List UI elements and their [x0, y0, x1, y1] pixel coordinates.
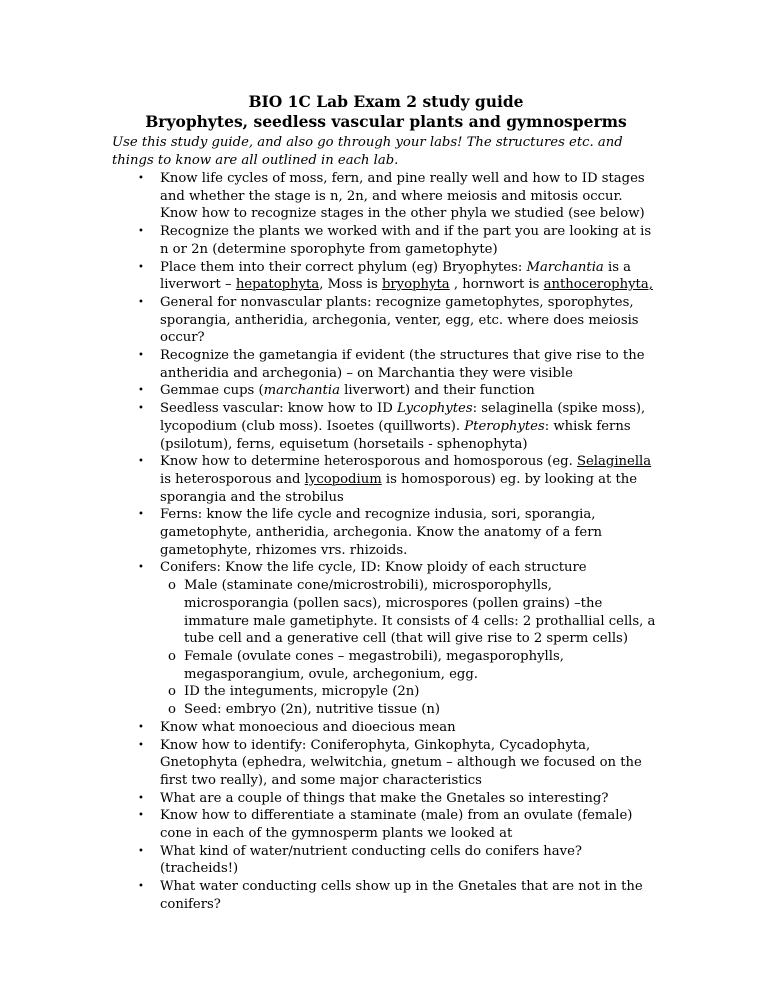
list-item — [112, 259, 660, 294]
bullet-icon: • — [138, 350, 144, 362]
list-item-text: What kind of water/nutrient conducting cells do conifers have? (tracheids!) — [160, 843, 582, 877]
text-segment: Seedless vascular: know how to ID — [160, 401, 398, 417]
title-line-2: Bryophytes, seedless vascular plants and gymnosperms — [145, 112, 627, 131]
sub-list-item-text: Seed: embryo (2n), nutritive tissue (n) — [184, 702, 441, 718]
bullet-icon: • — [138, 261, 144, 273]
text-segment: : selaginella (spike moss), lycopodium (club moss). Isoetes (quillworts). — [160, 401, 646, 434]
underlined-term: hepatophyta — [235, 277, 320, 293]
underlined-term: lycopodium — [304, 471, 382, 487]
list-item-text: Know what monoecious and dioecious mean — [160, 719, 456, 735]
sub-list-item-text: Female (ovulate cones – megastrobili), megasporophylls, megasporangium, ovule, archegonium, egg. — [184, 648, 564, 682]
list-item-text — [160, 401, 645, 451]
bullet-icon: • — [138, 509, 144, 521]
list-item — [112, 843, 660, 878]
sub-list-item — [112, 701, 660, 719]
bullet-icon: • — [138, 721, 144, 733]
list-item — [112, 506, 660, 559]
sub-list-item — [112, 648, 660, 683]
list-item-text — [160, 260, 653, 293]
list-item — [112, 382, 660, 400]
list-item-text: What water conducting cells show up in the Gnetales that are not in the conifers? — [160, 879, 643, 912]
italic-term: Pterophytes — [464, 418, 545, 434]
text-segment: Place them into their correct phylum (eg) Bryophytes: — [160, 259, 527, 275]
list-item — [112, 737, 660, 790]
bullet-icon: • — [138, 456, 144, 468]
list-item — [112, 878, 660, 913]
list-item — [112, 559, 660, 718]
underlined-term: Selaginella — [576, 454, 652, 470]
study-guide-list — [112, 170, 660, 914]
bullet-icon: • — [138, 173, 144, 184]
underlined-term: anthocerophyta, — [543, 277, 653, 293]
list-item-text: Recognize the plants we worked with and if the part you are looking at is n or 2n (determine sporophyte from gametophyte) — [160, 224, 652, 257]
sub-list-item-text: ID the integuments, micropyle (2n) — [184, 684, 420, 700]
bullet-icon: • — [138, 296, 144, 308]
bullet-icon: • — [138, 739, 144, 751]
underlined-term: bryophyta — [381, 277, 450, 293]
list-item-text: Ferns: know the life cycle and recognize indusia, sori, sporangia, gametophyte, antheridia, archegonia. Know the anatomy of a fern gametophyte, rhizomes vrs. rhizoids. — [160, 507, 603, 558]
sub-list-item — [112, 577, 660, 648]
bullet-icon: • — [138, 845, 144, 857]
italic-term: marchantia — [263, 383, 340, 399]
bullet-icon: • — [138, 562, 144, 574]
list-item — [112, 807, 660, 842]
list-item — [112, 719, 660, 737]
list-item-text: Know how to identify: Coniferophyta, Ginkophyta, Cycadophyta, Gnetophyta (ephedra, welwitchia, gnetum – although we focused on the first two really), and some major characteristics — [160, 737, 642, 788]
list-item-text — [160, 454, 651, 504]
text-segment: liverwort) and their function — [339, 383, 535, 399]
list-item-text: General for nonvascular plants: recognize gametophytes, sporophytes, sporangia, antheridia, archegonia, venter, egg, etc. where does meiosis occur? — [160, 294, 639, 346]
title-line-1: BIO 1C Lab Exam 2 study guide — [248, 92, 524, 111]
list-item-text: Know how to differentiate a staminate (male) from an ovulate (female) cone in each of the gymnosperm plants we looked at — [160, 808, 633, 842]
list-item — [112, 170, 660, 223]
bullet-icon: • — [138, 226, 144, 238]
circle-bullet-icon: o — [168, 684, 176, 700]
text-segment: is homosporous) eg. by looking at the sporangia and the strobilus — [160, 471, 638, 505]
document-page — [112, 92, 660, 914]
circle-bullet-icon: o — [168, 648, 176, 664]
text-segment: is a liverwort – — [160, 259, 632, 293]
list-item — [112, 347, 660, 382]
text-segment: Know how to determine heterosporous and homosporous (eg. — [160, 454, 577, 470]
sub-list-item-text: Male (staminate cone/microstrobili), microsporophylls, microsporangia (pollen sacs), microspores (pollen grains) –the immature male gametiphyte. It consists of 4 cells: 2 prothallial cells, a tube cell and a generative cell (that will give rise to 2 sperm cells) — [184, 578, 656, 647]
text-segment: Gemmae cups ( — [160, 383, 264, 399]
list-item-text: Conifers: Know the life cycle, ID: Know ploidy of each structure — [160, 560, 587, 576]
list-item-text: What are a couple of things that make the Gnetales so interesting? — [160, 790, 609, 806]
list-item-text: Know life cycles of moss, fern, and pine really well and how to ID stages and whether the stage is n, 2n, and where meiosis and mitosis occur. Know how to recognize stages in the other phyla we studied (see below) — [160, 171, 645, 222]
list-item — [112, 294, 660, 347]
text-segment: , Moss is — [319, 277, 382, 293]
bullet-icon: • — [138, 810, 144, 822]
circle-bullet-icon: o — [168, 578, 176, 594]
bullet-icon: • — [138, 792, 144, 804]
list-item — [112, 223, 660, 258]
list-item-text: Recognize the gametangia if evident (the structures that give rise to the antheridia and archegonia) – on Marchantia they were visible — [160, 348, 645, 381]
text-segment: , hornwort is — [449, 277, 544, 293]
text-segment: : whisk ferns (psilotum), ferns, equisetum (horsetails - sphenophyta) — [160, 418, 631, 452]
italic-term: Lycophytes — [397, 401, 473, 417]
bullet-icon: • — [138, 385, 144, 397]
list-item — [112, 790, 660, 808]
list-item-text — [160, 383, 535, 398]
bullet-icon: • — [138, 881, 144, 893]
intro-text: Use this study guide, and also go through your labs! The structures etc. and things to know are all outlined in each lab. — [112, 135, 623, 168]
italic-term: Marchantia — [526, 259, 604, 275]
text-segment: is heterosporous and — [160, 471, 305, 487]
sub-list-item — [112, 683, 660, 701]
circle-bullet-icon: o — [168, 702, 176, 718]
list-item — [112, 453, 660, 506]
list-item — [112, 400, 660, 453]
bullet-icon: • — [138, 403, 144, 415]
conifer-sublist — [160, 577, 660, 719]
